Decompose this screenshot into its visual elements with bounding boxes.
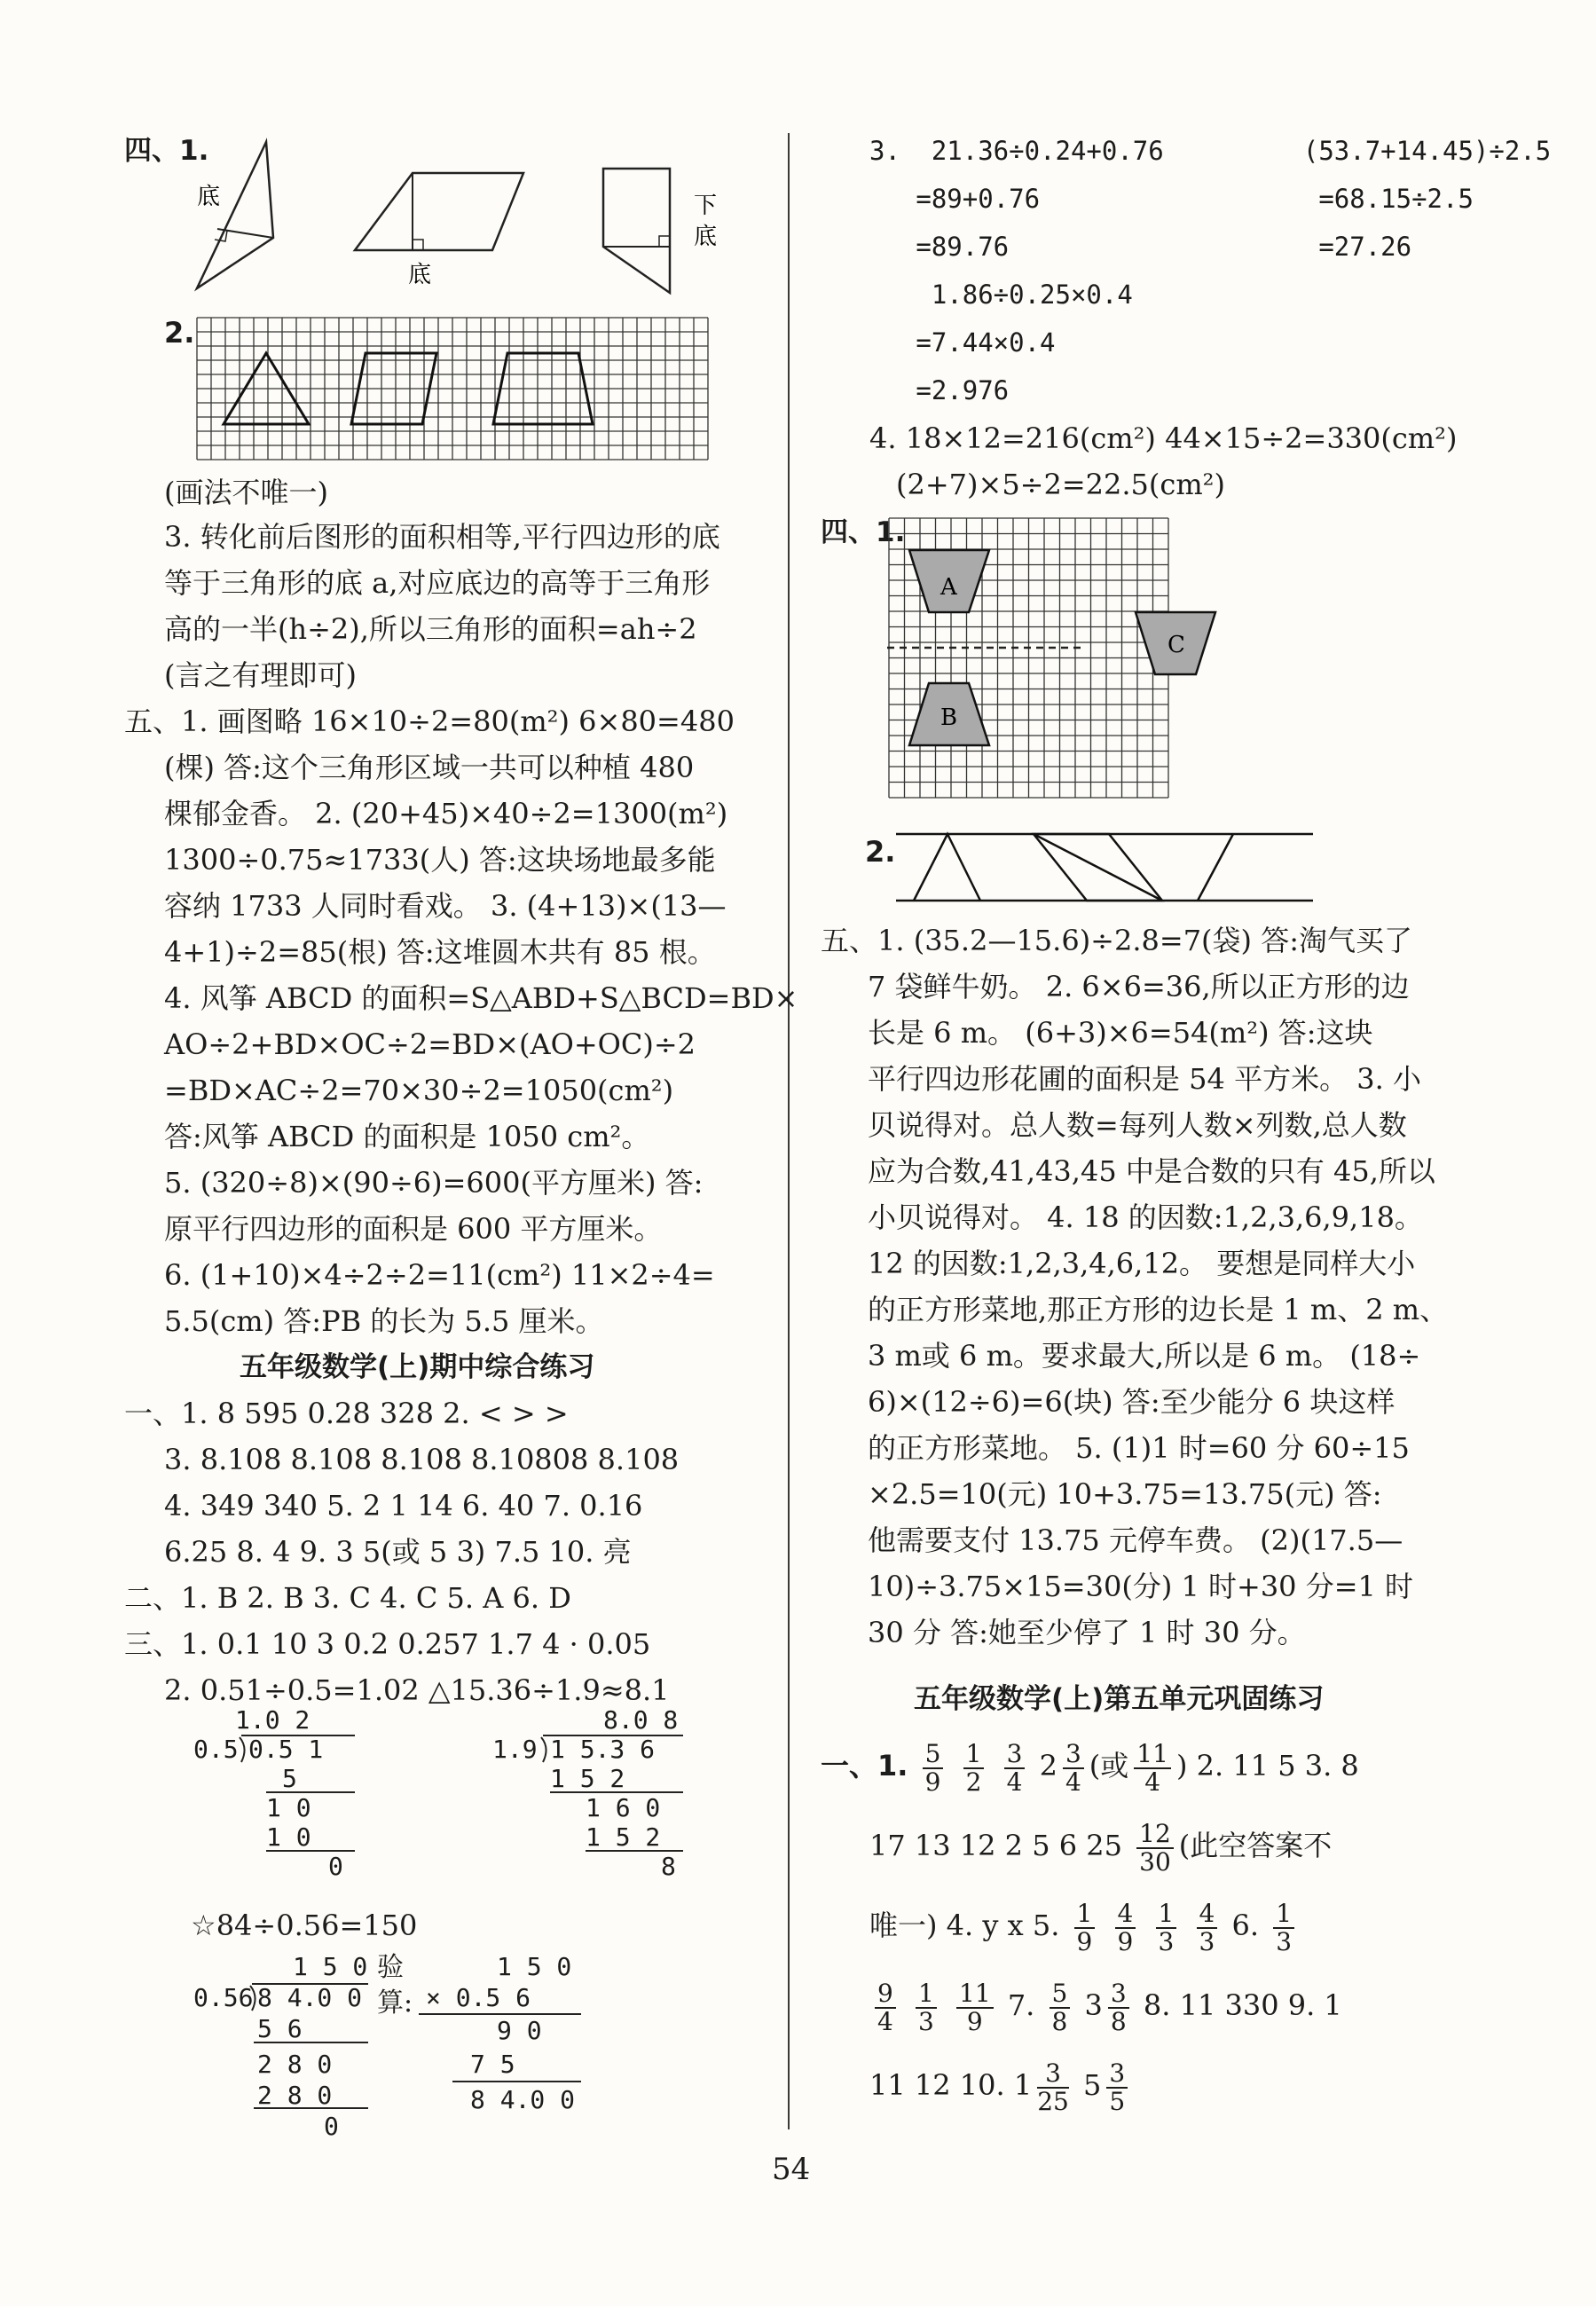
s5-line: 1300÷0.75≈1733(人) 答:这块场地最多能: [164, 843, 716, 877]
base-figures: [177, 133, 745, 302]
shape-a-label: A: [940, 574, 957, 601]
s4-q3-line: 高的一半(h÷2),所以三角形的面积=ah÷2: [164, 612, 697, 646]
r3-line: =89.76 =27.26: [869, 232, 1412, 262]
star-equation: ☆84÷0.56=150: [191, 1909, 418, 1942]
mid-line: 3. 8.108 8.108 8.108 8.10808 8.108: [164, 1443, 680, 1476]
r-s5-line: ×2.5=10(元) 10+3.75=13.75(元) 答:: [868, 1477, 1382, 1511]
unit5-title: 五年级数学(上)第五单元巩固练习: [914, 1683, 1325, 1715]
triangle-figure: [197, 142, 273, 288]
r3-line: 1.86÷0.25×0.4: [869, 279, 1133, 310]
fig-label-di1: 底: [197, 184, 221, 210]
mid-line: 4. 349 340 5. 2 1 14 6. 40 7. 0.16: [164, 1489, 643, 1523]
r-s5-line: 6)×(12÷6)=6(块) 答:至少能分 6 块这样: [868, 1385, 1396, 1419]
s5-line: 4+1)÷2=85(根) 答:这堆圆木共有 85 根。: [164, 935, 716, 969]
u5-line-5: 11 12 10. 1 $\frac{3}{25}$ 5 $\frac{3}{5}$: [869, 2054, 1133, 2116]
s4-q3-line: 3. 转化前后图形的面积相等,平行四边形的底: [164, 520, 720, 554]
parallel-lines-figure: [896, 830, 1322, 909]
midterm-title: 五年级数学(上)期中综合练习: [240, 1351, 595, 1383]
r4-line: 4. 18×12=216(cm²) 44×15÷2=330(cm²): [869, 421, 1458, 455]
r3-line: =89+0.76 =68.15÷2.5: [869, 184, 1474, 214]
s5-line: 4. 风筝 ABCD 的面积=S△ABD+S△BCD=BD×: [164, 981, 798, 1015]
s5-line: 棵郁金香。 2. (20+45)×40÷2=1300(m²): [164, 797, 728, 830]
mid-line: 2. 0.51÷0.5=1.02 △15.36÷1.9≈8.1: [164, 1673, 670, 1707]
r-s5-line: 的正方形菜地。 5. (1)1 时=60 分 60÷15: [868, 1431, 1410, 1465]
u5-line-4: $\frac{9}{4}$ $\frac{1}{3}$ $\frac{11}{9}$ 7. $\frac{5}{8}$ 3 $\frac{3}{8}$ 8. 11 330 9. 1: [869, 1974, 1342, 2036]
u5-line-1: 一、1. $\frac{5}{9}$ $\frac{1}{2}$ $\frac{3}{4}$ 2 $\frac{3}{4}$ (或 $\frac{11}{4}$ ) 2. 11 5 3. 8: [821, 1738, 1359, 1797]
s5-line: =BD×AC÷2=70×30÷2=1050(cm²): [164, 1074, 674, 1107]
trapezoid-figure: [603, 169, 717, 293]
r-s5-line: 应为合数,41,43,45 中是合数的只有 45,所以: [868, 1154, 1435, 1188]
q2-label: 2.: [164, 316, 195, 350]
r-s5-line: 30 分 答:她至少停了 1 时 30 分。: [868, 1616, 1306, 1649]
u5-line-2: 17 13 12 2 5 6 25 $\frac{12}{30}$ (此空答案不: [869, 1818, 1333, 1877]
page-number: 54: [772, 2152, 811, 2187]
fig-label-di3: 底: [694, 224, 718, 250]
s5-line: (棵) 答:这个三角形区域一共可以种植 480: [164, 751, 695, 784]
shape-c-label: C: [1168, 632, 1185, 658]
s5-line: 五、1. 画图略 16×10÷2=80(m²) 6×80=480: [124, 704, 735, 738]
draw-note: (画法不唯一): [164, 476, 328, 509]
mid-line: 6.25 8. 4 9. 3 5(或 5 3) 7.5 10. 亮: [164, 1535, 632, 1569]
grid-figures: [195, 311, 719, 468]
r-s5-line: 平行四边形花圃的面积是 54 平方米。 3. 小: [868, 1062, 1421, 1096]
s5-line: 6. (1+10)×4÷2÷2=11(cm²) 11×2÷4=: [164, 1258, 715, 1292]
u5-line-3: 唯一) 4. y x 5. $\frac{1}{9}$ $\frac{4}{9}$ $\frac{1}{3}$ $\frac{4}{3}$ 6. $\frac{1}{3}$: [869, 1894, 1300, 1956]
r-s5-line: 的正方形菜地,那正方形的边长是 1 m、2 m、: [868, 1293, 1449, 1326]
r-s5-line: 长是 6 m。 (6+3)×6=54(m²) 答:这块: [868, 1016, 1373, 1050]
r-section-4-label: 四、1.: [821, 516, 906, 548]
column-divider: [788, 133, 790, 2129]
r-s5-line: 7 袋鲜牛奶。 2. 6×6=36,所以正方形的边: [868, 970, 1410, 1003]
fig-label-xia: 下: [694, 193, 718, 219]
section-4-label: 四、1.: [124, 135, 209, 167]
grid-transform-figure: [887, 515, 1286, 807]
r-s5-line: 小贝说得对。 4. 18 的因数:1,2,3,6,9,18。: [868, 1200, 1423, 1234]
r3-line: =2.976: [869, 375, 1010, 405]
mid-line: 三、1. 0.1 10 3 0.2 0.257 1.7 4 · 0.05: [124, 1627, 651, 1661]
r-s5-line: 他需要支付 13.75 元停车费。 (2)(17.5—: [868, 1523, 1403, 1557]
mid-line: 二、1. B 2. B 3. C 4. C 5. A 6. D: [124, 1581, 571, 1615]
r-q2-label: 2.: [865, 835, 896, 869]
s4-q3-line: (言之有理即可): [164, 658, 357, 692]
s5-line: 5.5(cm) 答:PB 的长为 5.5 厘米。: [164, 1304, 604, 1338]
s5-line: 容纳 1733 人同时看戏。 3. (4+13)×(13—: [164, 889, 727, 923]
r-s5-line: 10)÷3.75×15=30(分) 1 时+30 分=1 时: [868, 1570, 1414, 1603]
r-s5-line: 五、1. (35.2—15.6)÷2.8=7(袋) 答:淘气买了: [821, 924, 1412, 957]
parallelogram-figure: [355, 173, 523, 288]
s5-line: AO÷2+BD×OC÷2=BD×(AO+OC)÷2: [164, 1027, 696, 1061]
s5-line: 原平行四边形的面积是 600 平方厘米。: [164, 1212, 663, 1246]
r-s5-line: 3 m或 6 m。要求最大,所以是 6 m。 (18÷: [868, 1339, 1421, 1373]
s5-line: 5. (320÷8)×(90÷6)=600(平方厘米) 答:: [164, 1166, 704, 1200]
s5-line: 答:风筝 ABCD 的面积是 1050 cm²。: [164, 1120, 650, 1153]
r3-line: 3. 21.36÷0.24+0.76 (53.7+14.45)÷2.5: [869, 136, 1552, 166]
r-s5-line: 贝说得对。总人数=每列人数×列数,总人数: [868, 1108, 1407, 1142]
r3-line: =7.44×0.4: [869, 327, 1056, 358]
r-s5-line: 12 的因数:1,2,3,4,6,12。 要想是同样大小: [868, 1247, 1416, 1280]
shape-b-label: B: [940, 704, 958, 731]
s4-q3-line: 等于三角形的底 a,对应底边的高等于三角形: [164, 566, 711, 600]
fig-label-di2: 底: [408, 262, 432, 288]
r4-line: (2+7)×5÷2=22.5(cm²): [896, 468, 1225, 501]
mid-line: 一、1. 8 595 0.28 328 2. < > >: [124, 1397, 569, 1430]
